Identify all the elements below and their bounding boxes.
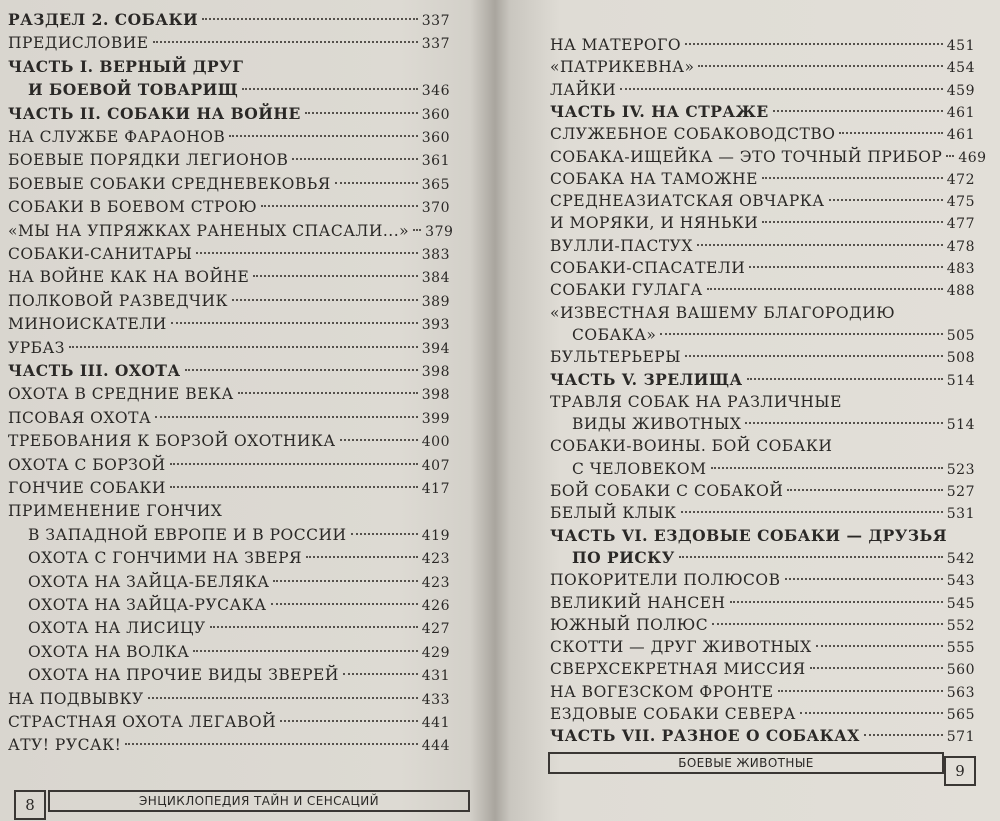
toc-entry bbox=[8, 172, 450, 196]
toc-entry bbox=[550, 211, 975, 235]
toc-entry-title: ЧАСТЬ VII. РАЗНОЕ О СОБАКАХ bbox=[550, 726, 860, 746]
toc-entry-title: СОБАКА-ИЩЕЙКА — ЭТО ТОЧНЫЙ ПРИБОР bbox=[550, 147, 943, 166]
dot-leader bbox=[946, 155, 954, 157]
toc-entry-title: СЛУЖЕБНОЕ СОБАКОВОДСТВО bbox=[550, 125, 836, 144]
toc-entry bbox=[550, 145, 987, 169]
toc-entry-page: 423 bbox=[421, 551, 450, 568]
toc-entry-title: ЧАСТЬ IV. НА СТРАЖЕ bbox=[550, 101, 769, 121]
toc-entry-page: 360 bbox=[421, 130, 450, 146]
toc-entry-page: 478 bbox=[946, 238, 975, 255]
toc-entry-title: СОБАКИ ГУЛАГА bbox=[550, 281, 703, 300]
dot-leader bbox=[711, 467, 943, 469]
toc-entry-title: ГОНЧИЕ СОБАКИ bbox=[8, 479, 166, 497]
toc-entry bbox=[8, 733, 450, 757]
toc-entry bbox=[572, 457, 975, 481]
dot-leader bbox=[229, 135, 417, 137]
dot-leader bbox=[749, 266, 943, 268]
toc-entry bbox=[28, 616, 450, 640]
toc-entry-title: ВИДЫ ЖИВОТНЫХ bbox=[572, 415, 742, 434]
dot-leader bbox=[816, 645, 943, 647]
toc-entry-page: 370 bbox=[421, 200, 450, 217]
toc-entry-page: 441 bbox=[421, 715, 450, 731]
toc-entry-page: 565 bbox=[946, 707, 975, 723]
dot-leader bbox=[232, 299, 418, 301]
toc-entry bbox=[550, 680, 975, 704]
toc-entry-title: ЕЗДОВЫЕ СОБАКИ СЕВЕРА bbox=[550, 705, 796, 723]
toc-entry-title: «ИЗВЕСТНАЯ ВАШЕМУ БЛАГОРОДИЮ bbox=[550, 303, 896, 322]
toc-entry-page: 459 bbox=[946, 82, 975, 99]
toc-entry bbox=[550, 724, 975, 748]
toc-entry-title: ОХОТА НА ЗАЙЦА-БЕЛЯКА bbox=[28, 572, 270, 591]
toc-entry-page: 346 bbox=[421, 83, 450, 100]
toc-entry-page: 444 bbox=[421, 738, 450, 755]
toc-entry bbox=[8, 289, 450, 313]
toc-entry-page: 483 bbox=[946, 261, 975, 277]
dot-leader bbox=[193, 650, 417, 652]
toc-entry-title: СОБАКИ-ВОИНЫ. БОЙ СОБАКИ bbox=[550, 437, 833, 456]
toc-entry-page: 431 bbox=[421, 668, 450, 685]
toc-entry-title: СОБАКИ-САНИТАРЫ bbox=[8, 245, 193, 263]
toc-entry-title: НА МАТЕРОГО bbox=[550, 36, 682, 54]
dot-leader bbox=[210, 626, 418, 628]
dot-leader bbox=[292, 158, 417, 160]
toc-entry bbox=[28, 78, 450, 102]
toc-entry-title: СТРАСТНАЯ ОХОТА ЛЕГАВОЙ bbox=[8, 713, 277, 731]
toc-entry-page: 552 bbox=[946, 617, 975, 634]
right-page bbox=[520, 0, 1000, 821]
toc-entry-title: СОБАКИ-СПАСАТЕЛИ bbox=[550, 259, 746, 277]
toc-entry-page: 523 bbox=[946, 461, 975, 478]
toc-entry-title: СОБАКА» bbox=[572, 325, 657, 344]
toc-entry-title: ПСОВАЯ ОХОТА bbox=[8, 408, 152, 427]
toc-entry bbox=[28, 663, 450, 687]
toc-entry-title: «ПАТРИКЕВНА» bbox=[550, 58, 695, 77]
toc-entry-page: 419 bbox=[421, 527, 450, 544]
toc-entry-title: ПО РИСКУ bbox=[572, 547, 675, 567]
toc-entry-title: СОБАКА НА ТАМОЖНЕ bbox=[550, 169, 758, 188]
dot-leader bbox=[343, 673, 418, 675]
toc-entry bbox=[550, 390, 975, 414]
toc-entry bbox=[28, 523, 450, 547]
toc-entry-page: 508 bbox=[946, 350, 975, 367]
toc-entry bbox=[8, 125, 450, 149]
toc-entry-page: 433 bbox=[421, 691, 450, 708]
toc-entry-page: 407 bbox=[421, 457, 450, 474]
toc-entry bbox=[550, 33, 975, 57]
toc-entry bbox=[572, 412, 975, 436]
toc-entry-page: 365 bbox=[421, 176, 450, 193]
toc-entry-title: НА ВОЙНЕ КАК НА ВОЙНЕ bbox=[8, 268, 250, 287]
toc-entry-title: СВЕРХСЕКРЕТНАЯ МИССИЯ bbox=[550, 660, 806, 679]
toc-entry-title: ЧАСТЬ II. СОБАКИ НА ВОЙНЕ bbox=[8, 103, 301, 123]
toc-entry bbox=[550, 256, 975, 280]
toc-entry-page: 360 bbox=[421, 106, 450, 123]
toc-entry-page: 542 bbox=[946, 550, 975, 567]
dot-leader bbox=[155, 416, 418, 418]
toc-entry-title: БОЕВЫЕ СОБАКИ СРЕДНЕВЕКОВЬЯ bbox=[8, 174, 331, 193]
toc-entry bbox=[550, 657, 975, 681]
dot-leader bbox=[242, 88, 417, 90]
toc-entry bbox=[550, 167, 975, 191]
dot-leader bbox=[829, 199, 943, 201]
toc-entry bbox=[550, 278, 975, 302]
dot-leader bbox=[685, 43, 943, 45]
dot-leader bbox=[238, 392, 418, 394]
toc-entry-page: 398 bbox=[421, 364, 450, 380]
dot-leader bbox=[620, 88, 943, 90]
toc-entry-page: 379 bbox=[425, 223, 454, 240]
dot-leader bbox=[660, 333, 942, 335]
toc-entry-title: ПОКОРИТЕЛИ ПОЛЮСОВ bbox=[550, 571, 781, 590]
dot-leader bbox=[340, 439, 418, 441]
dot-leader bbox=[679, 556, 943, 558]
toc-entry-page: 337 bbox=[421, 36, 450, 53]
toc-entry bbox=[550, 189, 975, 213]
toc-entry-title: ЧАСТЬ VI. ЕЗДОВЫЕ СОБАКИ — ДРУЗЬЯ bbox=[550, 525, 948, 545]
toc-entry bbox=[550, 479, 975, 503]
toc-entry bbox=[8, 429, 450, 453]
toc-entry-page: 545 bbox=[946, 595, 975, 612]
toc-entry-page: 563 bbox=[946, 684, 975, 701]
toc-entry bbox=[8, 312, 450, 336]
toc-entry bbox=[8, 476, 450, 500]
toc-entry bbox=[28, 640, 450, 664]
toc-entry-page: 389 bbox=[421, 293, 450, 310]
toc-entry-title: ОХОТА НА ЗАЙЦА-РУСАКА bbox=[28, 596, 267, 614]
toc-entry-page: 393 bbox=[421, 317, 450, 334]
toc-entry-title: ЧАСТЬ V. ЗРЕЛИЩА bbox=[550, 369, 743, 389]
toc-entry-page: 398 bbox=[421, 387, 450, 404]
toc-entry bbox=[550, 501, 975, 525]
toc-entry-page: 475 bbox=[946, 194, 975, 211]
toc-entry bbox=[550, 635, 975, 659]
toc-entry-title: ПРЕДИСЛОВИЕ bbox=[8, 34, 149, 53]
toc-entry-title: ОХОТА С БОРЗОЙ bbox=[8, 455, 166, 474]
dot-leader bbox=[681, 511, 943, 513]
dot-leader bbox=[170, 486, 418, 488]
toc-entry-page: 543 bbox=[946, 573, 975, 590]
dot-leader bbox=[413, 229, 421, 231]
toc-entry bbox=[550, 345, 975, 369]
toc-entry-page: 427 bbox=[421, 621, 450, 638]
dot-leader bbox=[171, 322, 418, 324]
toc-entry bbox=[572, 323, 975, 347]
toc-entry bbox=[550, 122, 975, 146]
toc-entry-title: И БОЕВОЙ ТОВАРИЩ bbox=[28, 80, 239, 100]
toc-entry bbox=[8, 219, 454, 243]
toc-entry bbox=[8, 687, 450, 711]
dot-leader bbox=[698, 65, 942, 67]
toc-entry-title: НА СЛУЖБЕ ФАРАОНОВ bbox=[8, 128, 226, 146]
toc-entry-title: С ЧЕЛОВЕКОМ bbox=[572, 459, 707, 478]
dot-leader bbox=[810, 667, 943, 669]
footer-left: ЭНЦИКЛОПЕДИЯ ТАЙН И СЕНСАЦИЙ bbox=[48, 790, 470, 812]
toc-entry-title: ВУЛЛИ-ПАСТУХ bbox=[550, 236, 693, 255]
dot-leader bbox=[864, 734, 943, 736]
toc-entry-page: 461 bbox=[946, 127, 975, 144]
dot-leader bbox=[305, 112, 418, 114]
toc-entry-title: ЧАСТЬ III. ОХОТА bbox=[8, 361, 181, 380]
toc-entry-title: ОХОТА НА ЛИСИЦУ bbox=[28, 619, 206, 638]
dot-leader bbox=[787, 489, 942, 491]
toc-entry-title: СРЕДНЕАЗИАТСКАЯ ОВЧАРКА bbox=[550, 192, 825, 211]
toc-entry-title: ЮЖНЫЙ ПОЛЮС bbox=[550, 615, 709, 634]
toc-entry bbox=[550, 78, 975, 102]
toc-entry-title: БОЕВЫЕ ПОРЯДКИ ЛЕГИОНОВ bbox=[8, 151, 289, 170]
toc-entry bbox=[8, 382, 450, 406]
toc-entry-title: СОБАКИ В БОЕВОМ СТРОЮ bbox=[8, 198, 258, 217]
toc-entry-page: 451 bbox=[946, 38, 975, 54]
toc-entry-page: 477 bbox=[946, 216, 975, 233]
toc-entry bbox=[8, 195, 450, 219]
dot-leader bbox=[148, 697, 418, 699]
toc-entry bbox=[28, 570, 450, 594]
toc-entry-page: 555 bbox=[946, 640, 975, 657]
toc-entry bbox=[8, 148, 450, 172]
dot-leader bbox=[202, 18, 418, 20]
toc-entry-page: 337 bbox=[421, 13, 450, 29]
toc-entry-title: ЧАСТЬ I. ВЕРНЫЙ ДРУГ bbox=[8, 56, 244, 76]
toc-entry-title: ПРИМЕНЕНИЕ ГОНЧИХ bbox=[8, 502, 223, 521]
toc-entry-page: 426 bbox=[421, 598, 450, 614]
dot-leader bbox=[253, 275, 417, 277]
toc-entry-title: И МОРЯКИ, И НЯНЬКИ bbox=[550, 214, 759, 233]
dot-leader bbox=[280, 720, 418, 722]
toc-entry-page: 527 bbox=[946, 484, 975, 500]
toc-entry-page: 531 bbox=[946, 506, 975, 523]
toc-entry-title: ОХОТА В СРЕДНИЕ ВЕКА bbox=[8, 385, 234, 404]
toc-entry-title: ЛАЙКИ bbox=[550, 80, 617, 99]
toc-entry-title: ВЕЛИКИЙ НАНСЕН bbox=[550, 593, 726, 612]
left-page bbox=[0, 0, 485, 821]
toc-entry-page: 399 bbox=[421, 410, 450, 427]
toc-entry-page: 514 bbox=[946, 417, 975, 434]
toc-entry bbox=[550, 613, 975, 637]
dot-leader bbox=[778, 690, 943, 692]
toc-entry bbox=[8, 359, 450, 383]
dot-leader bbox=[785, 578, 943, 580]
toc-entry bbox=[8, 8, 450, 32]
toc-entry-page: 361 bbox=[421, 153, 450, 170]
page-number-right: 9 bbox=[944, 756, 976, 786]
dot-leader bbox=[153, 41, 418, 43]
toc-entry-page: 469 bbox=[958, 149, 987, 166]
toc-entry-title: ОХОТА НА ПРОЧИЕ ВИДЫ ЗВЕРЕЙ bbox=[28, 666, 339, 685]
toc-entry bbox=[550, 100, 975, 124]
dot-leader bbox=[730, 601, 943, 603]
toc-entry-title: ОХОТА С ГОНЧИМИ НА ЗВЕРЯ bbox=[28, 549, 303, 568]
toc-entry-page: 423 bbox=[421, 574, 450, 591]
toc-entry bbox=[28, 593, 450, 617]
toc-entry bbox=[550, 591, 975, 615]
dot-leader bbox=[712, 623, 943, 625]
toc-entry-title: НА ПОДВЫВКУ bbox=[8, 689, 144, 708]
toc-entry bbox=[550, 524, 975, 548]
dot-leader bbox=[762, 177, 943, 179]
toc-entry bbox=[550, 368, 975, 392]
toc-entry bbox=[550, 55, 975, 79]
toc-entry-page: 383 bbox=[421, 247, 450, 263]
toc-entry-page: 417 bbox=[421, 481, 450, 497]
dot-leader bbox=[196, 252, 417, 254]
toc-entry-page: 505 bbox=[946, 327, 975, 344]
dot-leader bbox=[697, 244, 943, 246]
toc-entry-page: 461 bbox=[946, 104, 975, 121]
toc-entry-page: 488 bbox=[946, 283, 975, 300]
toc-entry-title: ТРАВЛЯ СОБАК НА РАЗЛИЧНЫЕ bbox=[550, 392, 842, 411]
dot-leader bbox=[306, 556, 418, 558]
toc-entry-title: СКОТТИ — ДРУГ ЖИВОТНЫХ bbox=[550, 638, 812, 657]
footer-right: БОЕВЫЕ ЖИВОТНЫЕ bbox=[548, 752, 944, 774]
dot-leader bbox=[351, 533, 418, 535]
dot-leader bbox=[261, 205, 418, 207]
dot-leader bbox=[170, 463, 418, 465]
toc-entry bbox=[550, 301, 975, 325]
toc-entry bbox=[8, 102, 450, 126]
dot-leader bbox=[773, 110, 943, 112]
toc-entry-title: В ЗАПАДНОЙ ЕВРОПЕ И В РОССИИ bbox=[28, 525, 347, 544]
toc-entry bbox=[550, 434, 975, 458]
toc-entry-title: РАЗДЕЛ 2. СОБАКИ bbox=[8, 10, 199, 29]
page-number-left: 8 bbox=[14, 790, 46, 820]
toc-entry-page: 514 bbox=[946, 372, 975, 389]
toc-entry-title: МИНОИСКАТЕЛИ bbox=[8, 315, 167, 334]
toc-entry-title: АТУ! РУСАК! bbox=[8, 736, 122, 755]
toc-entry bbox=[8, 55, 450, 79]
toc-entry-title: ТРЕБОВАНИЯ К БОРЗОЙ ОХОТНИКА bbox=[8, 432, 336, 451]
dot-leader bbox=[800, 712, 943, 714]
dot-leader bbox=[707, 288, 943, 290]
toc-entry-title: ПОЛКОВОЙ РАЗВЕДЧИК bbox=[8, 291, 229, 310]
toc-entry bbox=[8, 453, 450, 477]
toc-entry bbox=[572, 546, 975, 570]
toc-entry bbox=[28, 546, 450, 570]
dot-leader bbox=[747, 378, 943, 380]
dot-leader bbox=[745, 422, 942, 424]
toc-entry bbox=[550, 234, 975, 258]
toc-entry-page: 400 bbox=[421, 434, 450, 451]
dot-leader bbox=[762, 221, 942, 223]
toc-entry-title: УРБАЗ bbox=[8, 338, 65, 357]
toc-entry bbox=[8, 265, 450, 289]
toc-entry-title: БУЛЬТЕРЬЕРЫ bbox=[550, 348, 681, 367]
dot-leader bbox=[125, 743, 417, 745]
toc-entry-title: БЕЛЫЙ КЛЫК bbox=[550, 504, 677, 523]
toc-entry bbox=[8, 406, 450, 430]
toc-entry-page: 394 bbox=[421, 340, 450, 357]
dot-leader bbox=[839, 132, 942, 134]
dot-leader bbox=[273, 580, 417, 582]
toc-entry-page: 560 bbox=[946, 662, 975, 679]
toc-entry bbox=[550, 702, 975, 726]
toc-entry-page: 384 bbox=[421, 270, 450, 287]
dot-leader bbox=[685, 355, 943, 357]
dot-leader bbox=[335, 182, 418, 184]
toc-entry bbox=[550, 568, 975, 592]
dot-leader bbox=[69, 346, 418, 348]
toc-entry bbox=[8, 242, 450, 266]
dot-leader bbox=[185, 369, 418, 371]
toc-entry-page: 472 bbox=[946, 171, 975, 188]
toc-entry bbox=[8, 31, 450, 55]
dot-leader bbox=[271, 603, 418, 605]
toc-entry-title: «МЫ НА УПРЯЖКАХ РАНЕНЫХ СПАСАЛИ...» bbox=[8, 221, 410, 240]
toc-entry bbox=[8, 710, 450, 734]
toc-entry bbox=[8, 499, 450, 523]
toc-entry-page: 571 bbox=[946, 729, 975, 746]
toc-entry-page: 429 bbox=[421, 644, 450, 661]
toc-entry bbox=[8, 336, 450, 360]
toc-entry-title: БОЙ СОБАКИ С СОБАКОЙ bbox=[550, 482, 784, 500]
toc-entry-page: 454 bbox=[946, 60, 975, 77]
toc-entry-title: ОХОТА НА ВОЛКА bbox=[28, 642, 190, 661]
toc-entry-title: НА ВОГЕЗСКОМ ФРОНТЕ bbox=[550, 682, 774, 701]
